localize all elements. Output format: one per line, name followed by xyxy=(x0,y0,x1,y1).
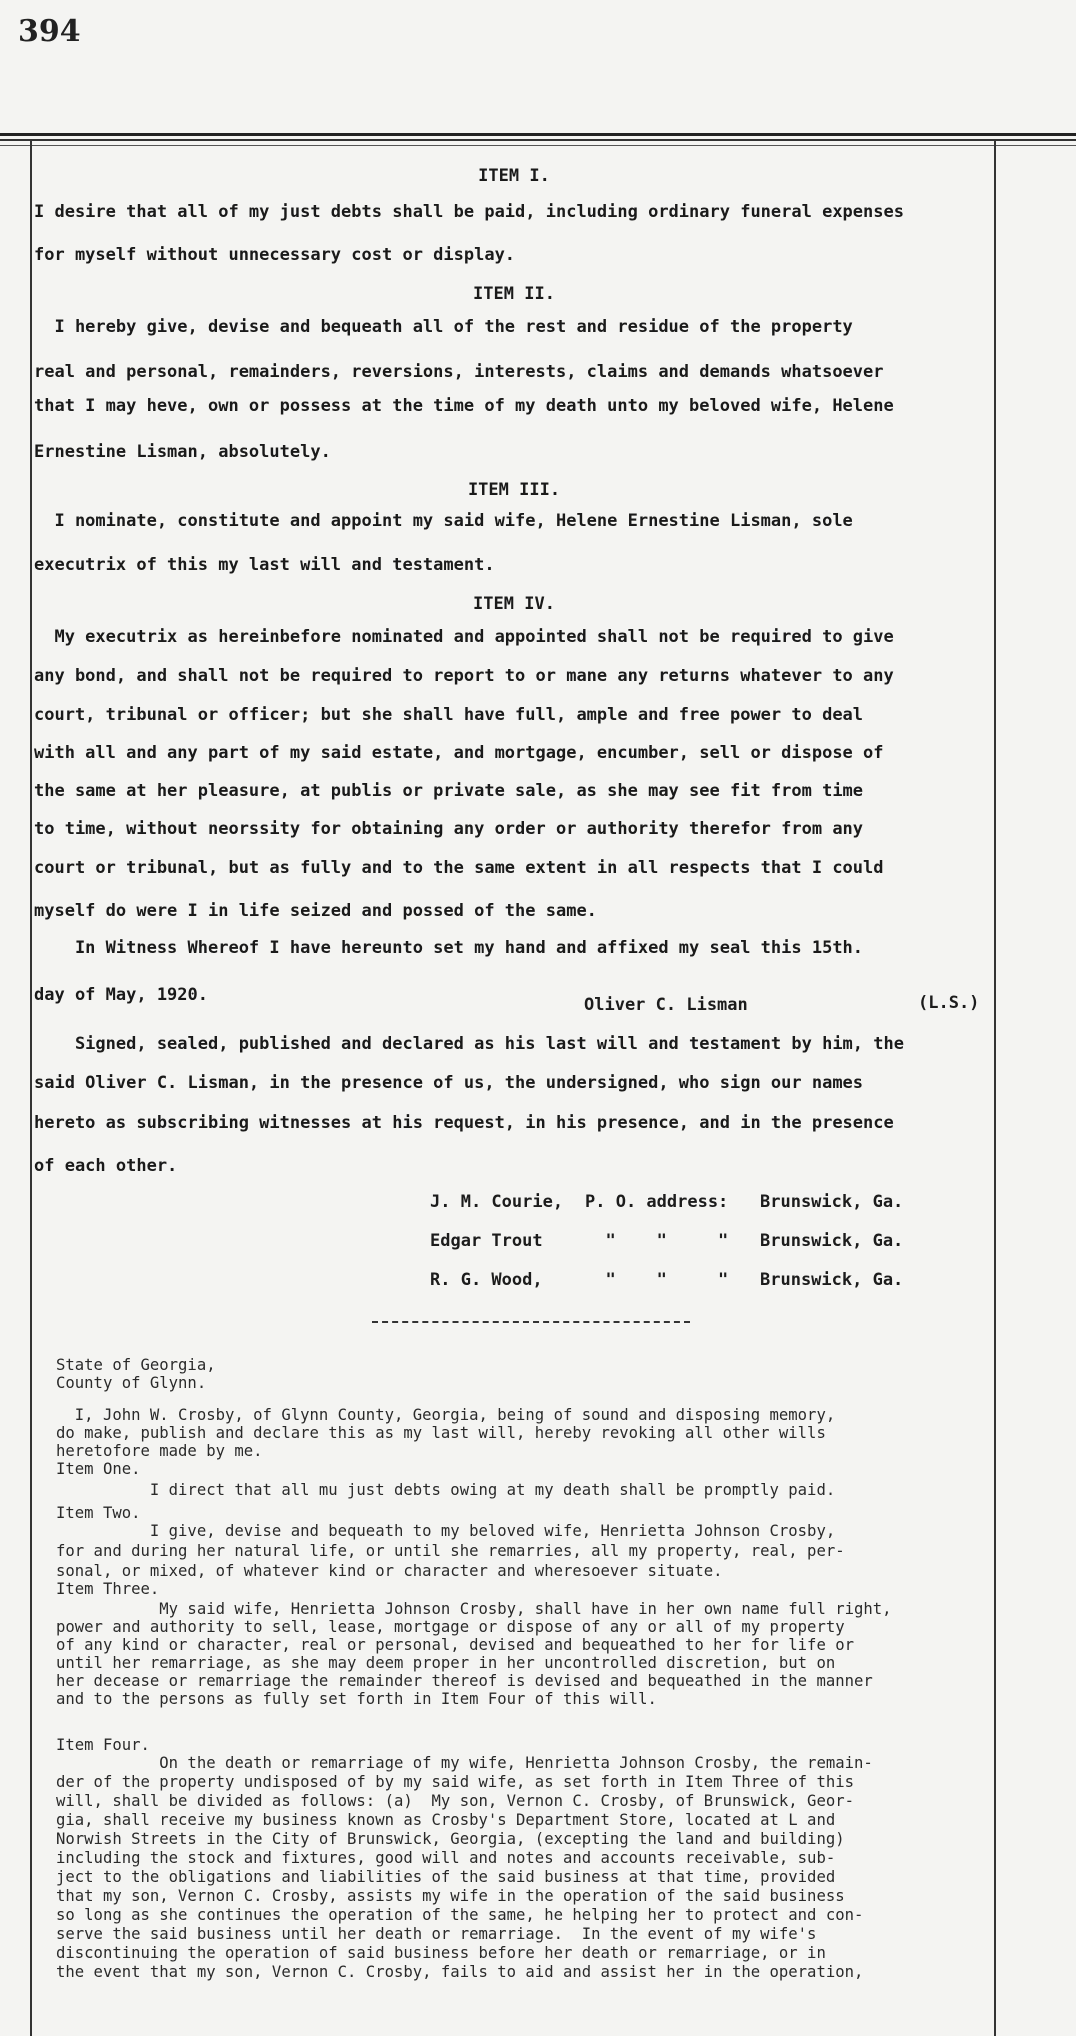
witness-city: Brunswick, Ga. xyxy=(760,1231,904,1251)
text-line: court, tribunal or officer; but she shall have full, ample and free power to deal xyxy=(34,705,864,725)
text-line: I desire that all of my just debts shall be paid, including ordinary funeral expenses xyxy=(34,202,904,222)
text-line: Item Three. xyxy=(56,1580,160,1598)
left-margin-rule xyxy=(30,141,32,2036)
item-heading: ITEM I. xyxy=(478,166,550,186)
text-line: executrix of this my last will and testament. xyxy=(34,555,495,575)
text-line: I nominate, constitute and appoint my said wife, Helene Ernestine Lisman, sole xyxy=(34,511,853,531)
attestation-line: hereto as subscribing witnesses at his request, in his presence, and in the presence xyxy=(34,1113,894,1133)
text-line: that I may heve, own or possess at the time of my death unto my beloved wife, Helene xyxy=(34,396,894,416)
text-line: court or tribunal, but as fully and to the same extent in all respects that I could xyxy=(34,858,884,878)
witness-name: Edgar Trout xyxy=(430,1231,543,1251)
text-line: I, John W. Crosby, of Glynn County, Georgia, being of sound and disposing memory, xyxy=(56,1406,836,1424)
text-line: the event that my son, Vernon C. Crosby, fails to aid and assist her in the operation, xyxy=(56,1963,864,1981)
text-line: I give, devise and bequeath to my beloved wife, Henrietta Johnson Crosby, xyxy=(56,1522,836,1540)
text-line: for myself without unnecessary cost or display. xyxy=(34,245,516,265)
text-line: Norwish Streets in the City of Brunswick, Georgia, (excepting the land and building) xyxy=(56,1830,845,1848)
text-line: myself do were I in life seized and possed of the same. xyxy=(34,901,597,921)
witness-address-label: " " " xyxy=(585,1270,729,1290)
right-margin-rule xyxy=(994,141,996,2036)
seal-mark: (L.S.) xyxy=(918,993,980,1013)
text-line: On the death or remarriage of my wife, Henrietta Johnson Crosby, the remain- xyxy=(56,1754,873,1772)
witness-address-label: P. O. address: xyxy=(585,1192,729,1212)
witness-address-label: " " " xyxy=(585,1231,729,1251)
text-line: Ernestine Lisman, absolutely. xyxy=(34,442,331,462)
text-line: for and during her natural life, or until she remarries, all my property, real, per- xyxy=(56,1542,845,1560)
date-line: day of May, 1920. xyxy=(34,985,208,1005)
text-line: until her remarriage, as she may deem proper in her uncontrolled discretion, but on xyxy=(56,1654,836,1672)
text-line: I direct that all mu just debts owing at my death shall be promptly paid. xyxy=(56,1481,836,1499)
testator-signature: Oliver C. Lisman xyxy=(584,995,748,1015)
text-line: real and personal, remainders, reversions, interests, claims and demands whatsoever xyxy=(34,362,884,382)
page-number: 394 xyxy=(18,14,81,49)
text-line: power and authority to sell, lease, mortgage or dispose of any or all of my property xyxy=(56,1618,845,1636)
text-line: any bond, and shall not be required to report to or mane any returns whatever to any xyxy=(34,666,894,686)
text-line: State of Georgia, xyxy=(56,1356,216,1374)
text-line: ject to the obligations and liabilities of the said business at that time, provided xyxy=(56,1868,836,1886)
text-line: My executrix as hereinbefore nominated and appointed shall not be required to give xyxy=(34,627,894,647)
attestation-line: of each other. xyxy=(34,1156,178,1176)
text-line: her decease or remarriage the remainder thereof is devised and bequeathed in the manner xyxy=(56,1672,873,1690)
text-line: of any kind or character, real or personal, devised and bequeathed to her for life or xyxy=(56,1636,854,1654)
text-line: serve the said business until her death or remarriage. In the event of my wife's xyxy=(56,1925,817,1943)
witness-city: Brunswick, Ga. xyxy=(760,1270,904,1290)
text-line: heretofore made by me. xyxy=(56,1442,263,1460)
text-line: that my son, Vernon C. Crosby, assists my wife in the operation of the said business xyxy=(56,1887,845,1905)
text-line: My said wife, Henrietta Johnson Crosby, shall have in her own name full right, xyxy=(56,1600,892,1618)
text-line: with all and any part of my said estate, and mortgage, encumber, sell or dispose of xyxy=(34,743,884,763)
text-line: discontinuing the operation of said business before her death or remarriage, or in xyxy=(56,1944,826,1962)
text-line: sonal, or mixed, of whatever kind or character and wheresoever situate. xyxy=(56,1562,723,1580)
item-heading: ITEM IV. xyxy=(473,594,555,614)
text-line: I hereby give, devise and bequeath all of the rest and residue of the property xyxy=(34,317,853,337)
text-line: will, shall be divided as follows: (a) My son, Vernon C. Crosby, of Brunswick, Geor- xyxy=(56,1792,854,1810)
text-line: gia, shall receive my business known as Crosby's Department Store, located at L and xyxy=(56,1811,836,1829)
text-line: including the stock and fixtures, good will and notes and accounts receivable, sub- xyxy=(56,1849,836,1867)
witness-clause: In Witness Whereof I have hereunto set my hand and affixed my seal this 15th. xyxy=(34,938,864,958)
header-rule xyxy=(0,139,1076,141)
header-rule xyxy=(0,133,1076,136)
header-rule xyxy=(0,145,1076,146)
attestation-line: Signed, sealed, published and declared as his last will and testament by him, the xyxy=(34,1034,904,1054)
text-line: to time, without neorssity for obtaining any order or authority therefor from any xyxy=(34,819,864,839)
text-line: the same at her pleasure, at publis or private sale, as she may see fit from time xyxy=(34,781,864,801)
item-heading: ITEM II. xyxy=(473,284,555,304)
text-line: Item One. xyxy=(56,1460,141,1478)
witness-name: R. G. Wood, xyxy=(430,1270,543,1290)
text-line: and to the persons as fully set forth in Item Four of this will. xyxy=(56,1690,657,1708)
text-line: Item Two. xyxy=(56,1504,141,1522)
item-heading: ITEM III. xyxy=(467,480,561,500)
text-line: der of the property undisposed of by my said wife, as set forth in Item Three of this xyxy=(56,1773,854,1791)
attestation-line: said Oliver C. Lisman, in the presence of us, the undersigned, who sign our names xyxy=(34,1073,864,1093)
text-line: so long as she continues the operation of the same, he helping her to protect and con- xyxy=(56,1906,864,1924)
text-line: County of Glynn. xyxy=(56,1374,207,1392)
witness-city: Brunswick, Ga. xyxy=(760,1192,904,1212)
section-divider xyxy=(372,1321,690,1323)
text-line: do make, publish and declare this as my last will, hereby revoking all other wills xyxy=(56,1424,826,1442)
witness-name: J. M. Courie, xyxy=(430,1192,564,1212)
text-line: Item Four. xyxy=(56,1736,150,1754)
